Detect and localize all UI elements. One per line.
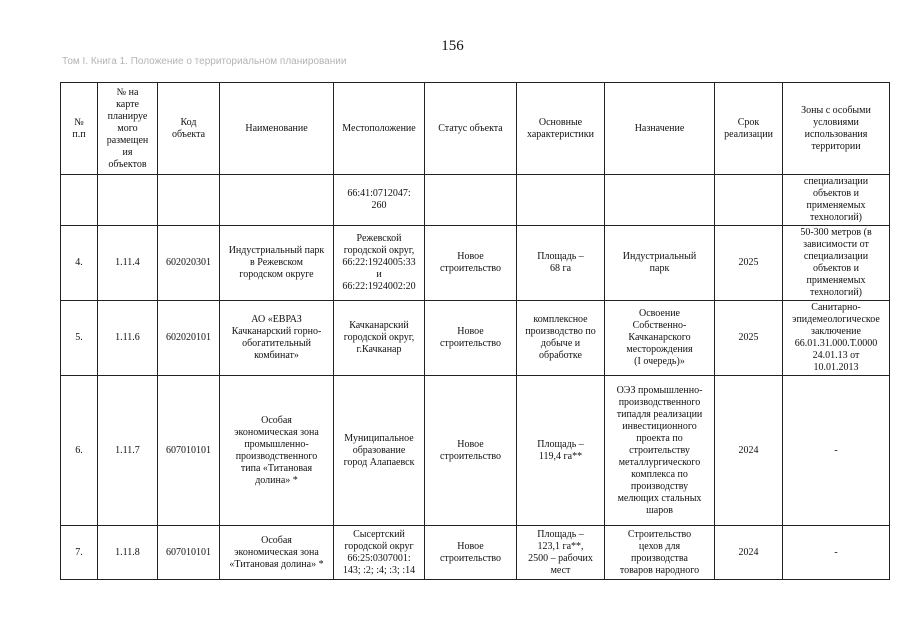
page-number: 156: [441, 38, 464, 54]
cell-zones: 50-300 метров (в зависимости от специализации объектов и применяемых технологий): [783, 226, 890, 301]
cell-num: 7.: [61, 526, 98, 580]
cell-num: 6.: [61, 376, 98, 526]
cell-characteristics: Площадь – 123,1 га**, 2500 – рабочих мест: [517, 526, 605, 580]
cell-location: Качканарский городской округ, г.Качканар: [334, 301, 425, 376]
cell-zones: Санитарно- эпидемеологическое заключение 66.01.31.000.Т.0000 24.01.13 от 10.01.2013: [783, 301, 890, 376]
cell-term: 2025: [715, 301, 783, 376]
cell-zones: -: [783, 376, 890, 526]
table-row: [61, 526, 890, 580]
cell-name: АО «ЕВРАЗ Качканарский горно- обогатительный комбинат»: [220, 301, 334, 376]
cell-zones: специализации объектов и применяемых технологий): [783, 175, 890, 226]
cell-map-number: 1.11.8: [98, 526, 158, 580]
table-row: [61, 226, 890, 301]
cell-characteristics: Площадь – 68 га: [517, 226, 605, 301]
cell-code: 607010101: [158, 526, 220, 580]
cell-term: 2025: [715, 226, 783, 301]
cell-map-number: 1.11.6: [98, 301, 158, 376]
cell-term: 2024: [715, 376, 783, 526]
cell-status: Новое строительство: [425, 526, 517, 580]
cell-location: Муниципальное образование город Алапаевск: [334, 376, 425, 526]
cell-name: Особая экономическая зона «Титановая долина» *: [220, 526, 334, 580]
cell-code: [158, 175, 220, 226]
header-location: Местоположение: [334, 83, 425, 175]
cell-code: 602020301: [158, 226, 220, 301]
cell-name: Особая экономическая зона промышленно- производственного типа «Титановая долина» *: [220, 376, 334, 526]
cell-purpose: Строительство цехов для производства товаров народного: [605, 526, 715, 580]
table-header-row: [61, 83, 890, 175]
cell-name: Индустриальный парк в Режевском городском округе: [220, 226, 334, 301]
cell-purpose: ОЭЗ промышленно- производственного типадля реализации инвестиционного проекта по строительству металлургического комплекса по производству мелющих стальных шаров: [605, 376, 715, 526]
cell-map-number: 1.11.7: [98, 376, 158, 526]
cell-map-number: [98, 175, 158, 226]
table-row: [61, 301, 890, 376]
cell-zones: -: [783, 526, 890, 580]
cell-characteristics: комплексное производство по добыче и обработке: [517, 301, 605, 376]
cell-name: [220, 175, 334, 226]
cell-purpose: Освоение Собственно- Качканарского месторождения (I очередь)»: [605, 301, 715, 376]
cell-purpose: [605, 175, 715, 226]
cell-characteristics: [517, 175, 605, 226]
cell-num: 4.: [61, 226, 98, 301]
header-code: Код объекта: [158, 83, 220, 175]
cell-code: 607010101: [158, 376, 220, 526]
header-name: Наименование: [220, 83, 334, 175]
cell-location: 66:41:0712047: 260: [334, 175, 425, 226]
cell-num: 5.: [61, 301, 98, 376]
header-status: Статус объекта: [425, 83, 517, 175]
cell-term: [715, 175, 783, 226]
cell-location: Режевской городской округ, 66:22:1924005:33 и 66:22:1924002:20: [334, 226, 425, 301]
cell-purpose: Индустриальный парк: [605, 226, 715, 301]
table-row: [61, 175, 890, 226]
header-term: Срок реализации: [715, 83, 783, 175]
header-zones: Зоны с особыми условиями использования территории: [783, 83, 890, 175]
cell-num: [61, 175, 98, 226]
header-map-number: № на карте планируе мого размещен ия объектов: [98, 83, 158, 175]
cell-term: 2024: [715, 526, 783, 580]
header-purpose: Назначение: [605, 83, 715, 175]
header-characteristics: Основные характеристики: [517, 83, 605, 175]
cell-status: [425, 175, 517, 226]
header-num: № п.п: [61, 83, 98, 175]
cell-characteristics: Площадь – 119,4 га**: [517, 376, 605, 526]
running-header: Том I. Книга 1. Положение о территориальном планировании: [62, 56, 347, 67]
cell-status: Новое строительство: [425, 376, 517, 526]
cell-map-number: 1.11.4: [98, 226, 158, 301]
table-row: [61, 376, 890, 526]
cell-code: 602020101: [158, 301, 220, 376]
objects-table: [60, 82, 890, 580]
cell-location: Сысертский городской округ 66:25:0307001: 143; :2; :4; :3; :14: [334, 526, 425, 580]
cell-status: Новое строительство: [425, 301, 517, 376]
cell-status: Новое строительство: [425, 226, 517, 301]
